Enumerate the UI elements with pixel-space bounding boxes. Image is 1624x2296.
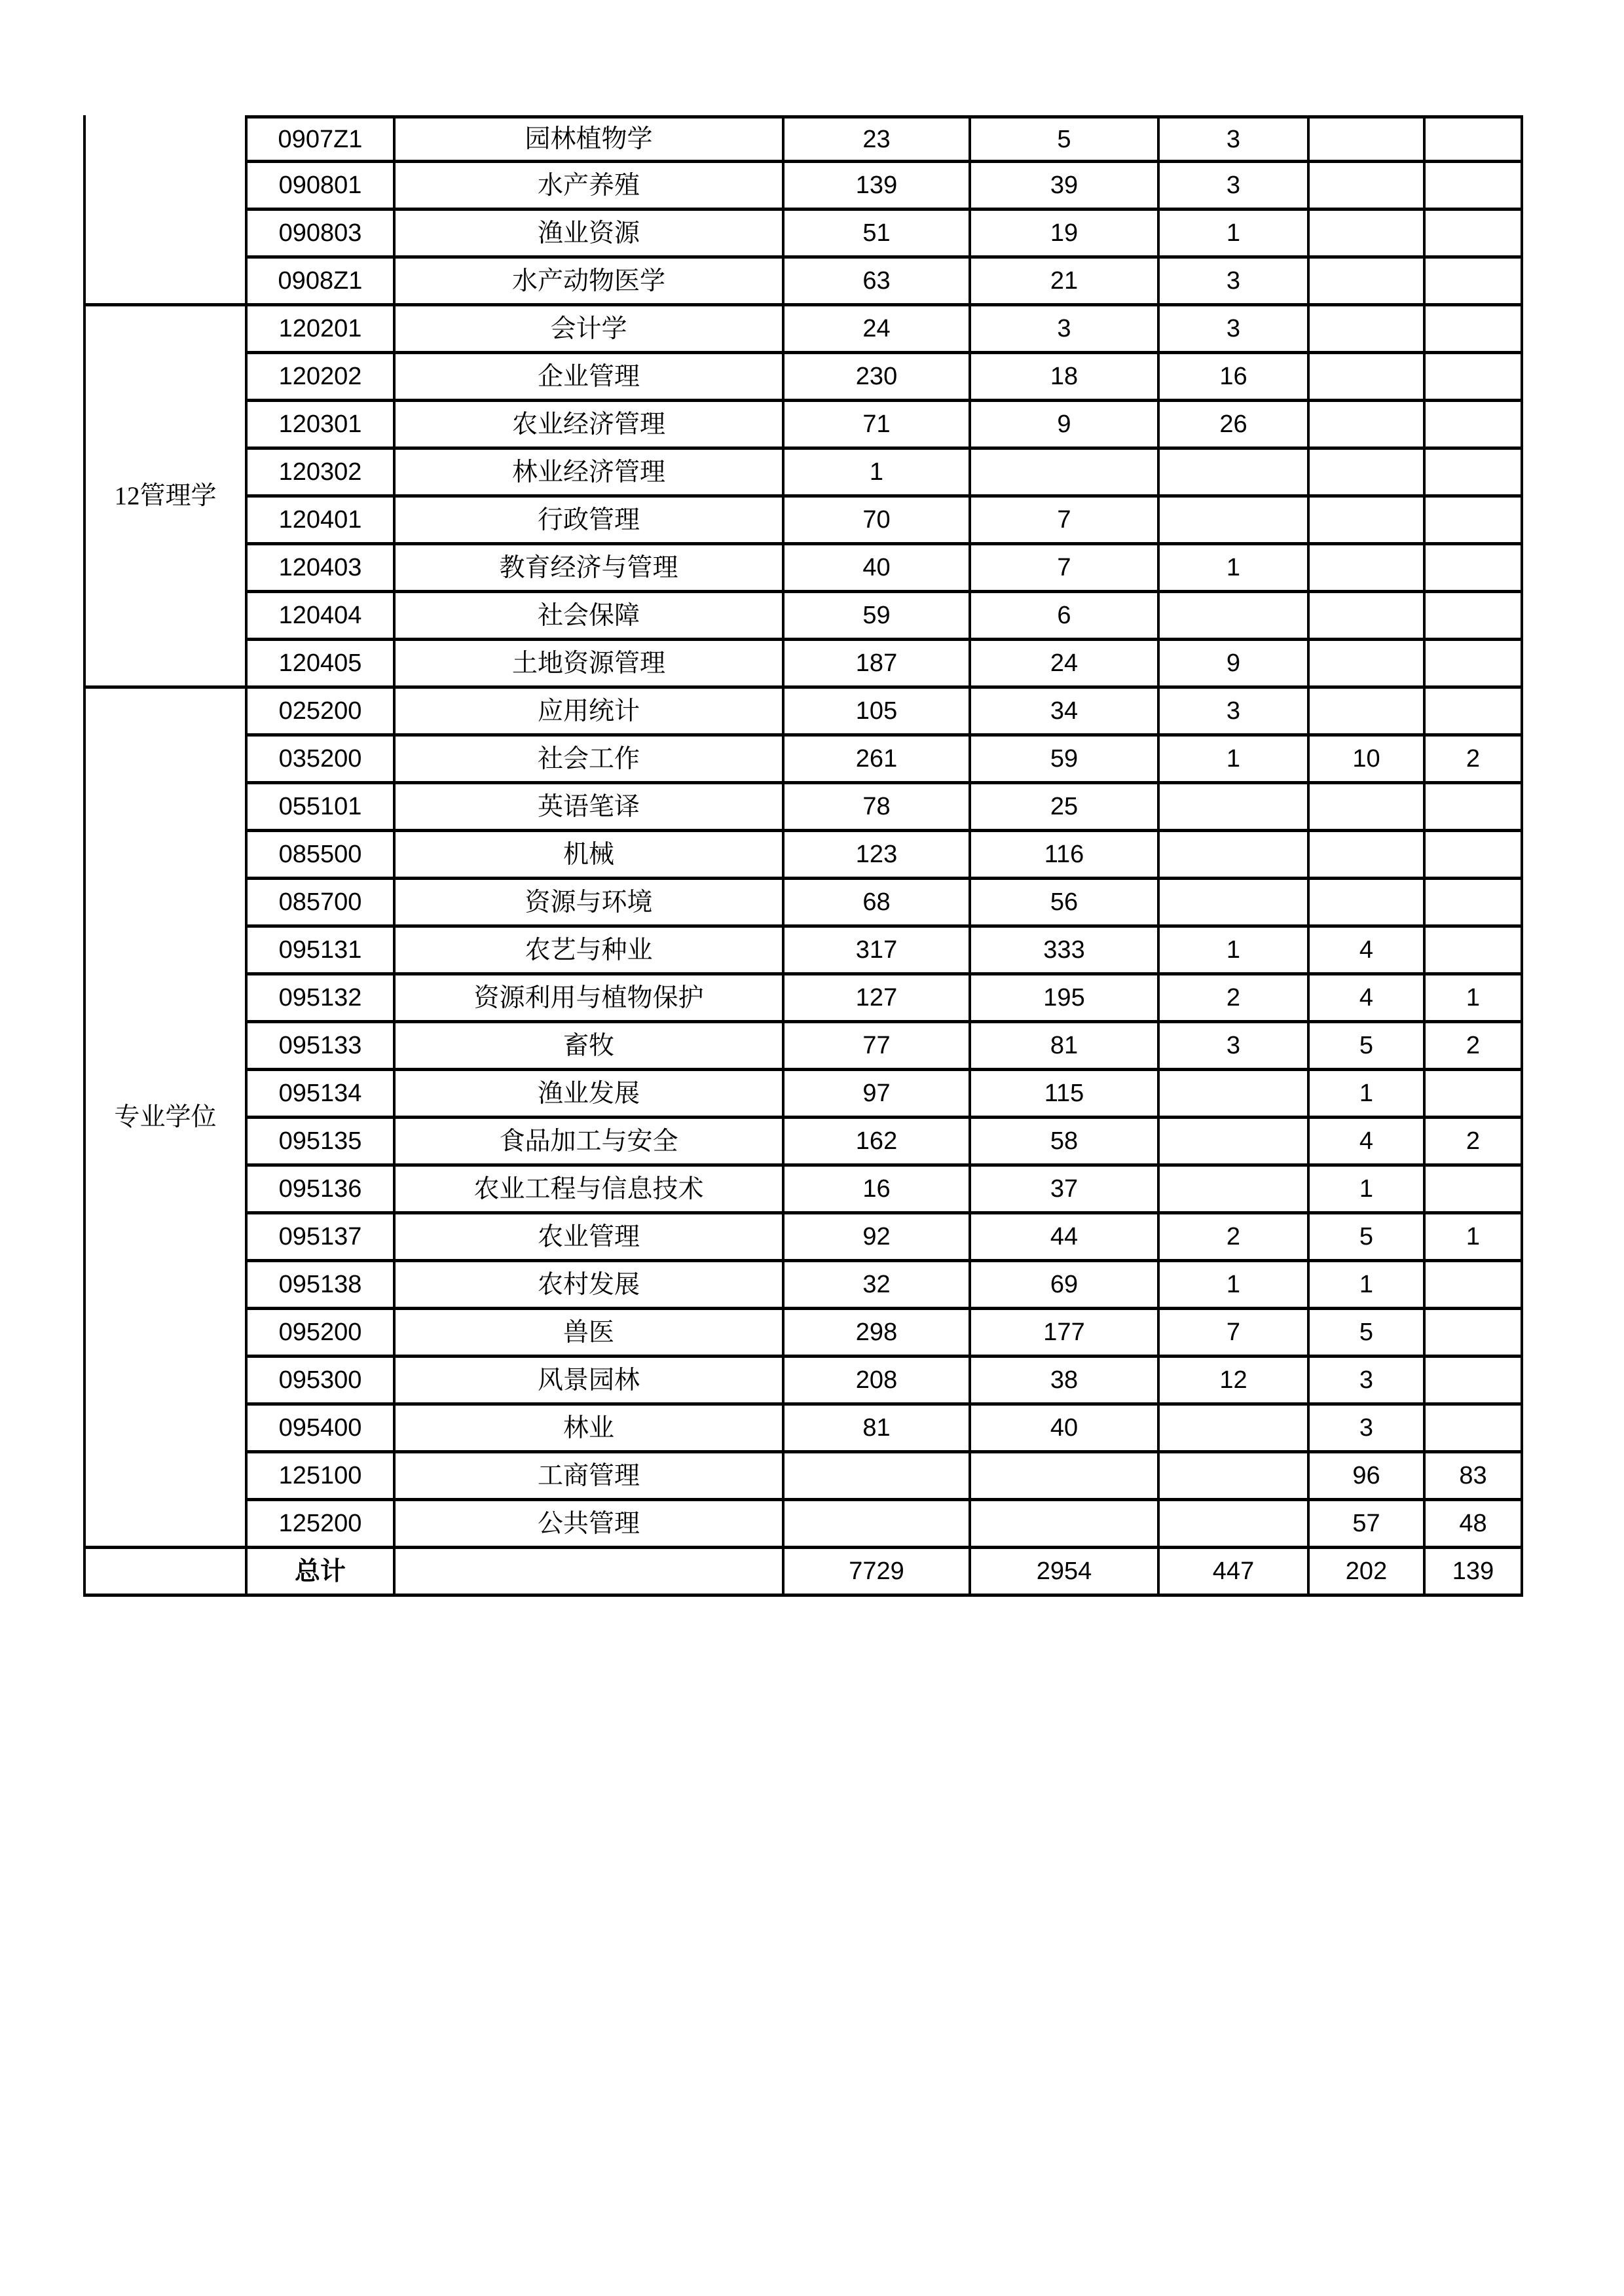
value-cell: 40	[784, 545, 971, 593]
value-cell: 4	[1310, 928, 1426, 975]
name-cell: 农业工程与信息技术	[396, 1167, 784, 1214]
value-cell	[1426, 689, 1523, 737]
value-cell	[1426, 1406, 1523, 1453]
name-cell: 农业经济管理	[396, 402, 784, 450]
value-cell: 70	[784, 498, 971, 545]
value-cell	[1426, 928, 1523, 975]
value-cell: 25	[971, 784, 1160, 832]
value-cell: 3	[1160, 259, 1310, 306]
name-cell: 教育经济与管理	[396, 545, 784, 593]
value-cell: 105	[784, 689, 971, 737]
value-cell: 19	[971, 211, 1160, 259]
name-cell: 渔业资源	[396, 211, 784, 259]
code-cell: 120404	[248, 593, 396, 641]
value-cell: 81	[784, 1406, 971, 1453]
value-cell: 1	[1160, 211, 1310, 259]
code-cell: 025200	[248, 689, 396, 737]
value-cell	[1160, 880, 1310, 928]
total-value-cell: 139	[1426, 1549, 1523, 1597]
code-cell: 120201	[248, 306, 396, 354]
value-cell	[1310, 545, 1426, 593]
code-cell: 085500	[248, 832, 396, 880]
value-cell: 1	[784, 450, 971, 498]
value-cell	[1160, 1167, 1310, 1214]
value-cell	[1426, 880, 1523, 928]
code-cell: 095132	[248, 975, 396, 1023]
value-cell: 3	[1160, 115, 1310, 163]
value-cell	[971, 1453, 1160, 1501]
value-cell: 3	[1160, 689, 1310, 737]
category-cell	[86, 115, 248, 306]
value-cell: 3	[1160, 1023, 1310, 1071]
value-cell: 37	[971, 1167, 1160, 1214]
value-cell	[1426, 545, 1523, 593]
value-cell: 3	[1160, 163, 1310, 211]
value-cell: 261	[784, 737, 971, 784]
value-cell	[1426, 832, 1523, 880]
value-cell: 317	[784, 928, 971, 975]
name-cell: 社会工作	[396, 737, 784, 784]
value-cell: 96	[1310, 1453, 1426, 1501]
name-cell: 工商管理	[396, 1453, 784, 1501]
value-cell: 9	[971, 402, 1160, 450]
value-cell: 24	[971, 641, 1160, 689]
value-cell: 298	[784, 1310, 971, 1358]
value-cell	[1426, 1262, 1523, 1310]
value-cell	[784, 1501, 971, 1549]
value-cell: 97	[784, 1071, 971, 1119]
value-cell: 6	[971, 593, 1160, 641]
value-cell: 1	[1426, 1214, 1523, 1262]
value-cell	[1310, 450, 1426, 498]
value-cell: 51	[784, 211, 971, 259]
name-cell: 企业管理	[396, 354, 784, 402]
value-cell	[1310, 306, 1426, 354]
value-cell: 195	[971, 975, 1160, 1023]
name-cell: 公共管理	[396, 1501, 784, 1549]
value-cell: 1	[1160, 928, 1310, 975]
code-cell: 085700	[248, 880, 396, 928]
name-cell	[396, 1549, 784, 1597]
value-cell	[1310, 593, 1426, 641]
value-cell	[1310, 689, 1426, 737]
value-cell: 26	[1160, 402, 1310, 450]
value-cell: 162	[784, 1119, 971, 1167]
value-cell	[1310, 498, 1426, 545]
value-cell: 1	[1160, 737, 1310, 784]
value-cell: 58	[971, 1119, 1160, 1167]
value-cell	[1426, 1310, 1523, 1358]
code-cell: 125100	[248, 1453, 396, 1501]
code-cell: 095135	[248, 1119, 396, 1167]
category-cell: 专业学位	[86, 689, 248, 1549]
code-cell: 095200	[248, 1310, 396, 1358]
name-cell: 兽医	[396, 1310, 784, 1358]
value-cell: 23	[784, 115, 971, 163]
name-cell: 农艺与种业	[396, 928, 784, 975]
value-cell: 44	[971, 1214, 1160, 1262]
value-cell: 5	[971, 115, 1160, 163]
value-cell	[1426, 593, 1523, 641]
value-cell: 32	[784, 1262, 971, 1310]
code-cell: 0908Z1	[248, 259, 396, 306]
code-cell: 090803	[248, 211, 396, 259]
value-cell: 1	[1310, 1071, 1426, 1119]
value-cell: 2	[1426, 737, 1523, 784]
name-cell: 土地资源管理	[396, 641, 784, 689]
name-cell: 渔业发展	[396, 1071, 784, 1119]
value-cell	[1426, 1071, 1523, 1119]
code-cell: 095134	[248, 1071, 396, 1119]
value-cell	[1310, 211, 1426, 259]
value-cell	[1426, 306, 1523, 354]
value-cell	[1426, 784, 1523, 832]
name-cell: 农业管理	[396, 1214, 784, 1262]
total-label-cell: 总计	[248, 1549, 396, 1597]
category-cell	[86, 1549, 248, 1597]
value-cell: 18	[971, 354, 1160, 402]
value-cell: 5	[1310, 1023, 1426, 1071]
value-cell	[1160, 1501, 1310, 1549]
value-cell: 59	[784, 593, 971, 641]
value-cell: 115	[971, 1071, 1160, 1119]
value-cell: 230	[784, 354, 971, 402]
value-cell: 7	[1160, 1310, 1310, 1358]
value-cell: 139	[784, 163, 971, 211]
name-cell: 水产动物医学	[396, 259, 784, 306]
value-cell	[1426, 450, 1523, 498]
value-cell: 2	[1426, 1119, 1523, 1167]
value-cell: 1	[1160, 545, 1310, 593]
name-cell: 畜牧	[396, 1023, 784, 1071]
value-cell: 5	[1310, 1214, 1426, 1262]
value-cell	[1310, 880, 1426, 928]
value-cell	[1426, 402, 1523, 450]
value-cell	[1426, 211, 1523, 259]
value-cell: 34	[971, 689, 1160, 737]
name-cell: 应用统计	[396, 689, 784, 737]
value-cell: 12	[1160, 1358, 1310, 1406]
code-cell: 035200	[248, 737, 396, 784]
value-cell: 2	[1160, 975, 1310, 1023]
value-cell	[1160, 1071, 1310, 1119]
value-cell	[1310, 641, 1426, 689]
value-cell	[1426, 641, 1523, 689]
value-cell	[1426, 259, 1523, 306]
total-value-cell: 447	[1160, 1549, 1310, 1597]
value-cell	[784, 1453, 971, 1501]
code-cell: 120302	[248, 450, 396, 498]
name-cell: 水产养殖	[396, 163, 784, 211]
value-cell	[1160, 1453, 1310, 1501]
value-cell: 9	[1160, 641, 1310, 689]
value-cell: 63	[784, 259, 971, 306]
value-cell: 16	[1160, 354, 1310, 402]
value-cell	[1310, 832, 1426, 880]
code-cell: 095136	[248, 1167, 396, 1214]
value-cell: 57	[1310, 1501, 1426, 1549]
value-cell: 59	[971, 737, 1160, 784]
value-cell: 40	[971, 1406, 1160, 1453]
value-cell: 3	[1310, 1406, 1426, 1453]
value-cell	[1160, 498, 1310, 545]
code-cell: 120301	[248, 402, 396, 450]
value-cell	[1426, 354, 1523, 402]
value-cell	[971, 1501, 1160, 1549]
value-cell: 16	[784, 1167, 971, 1214]
value-cell	[1310, 163, 1426, 211]
code-cell: 120403	[248, 545, 396, 593]
value-cell: 3	[971, 306, 1160, 354]
value-cell: 10	[1310, 737, 1426, 784]
total-value-cell: 202	[1310, 1549, 1426, 1597]
code-cell: 055101	[248, 784, 396, 832]
value-cell: 21	[971, 259, 1160, 306]
name-cell: 社会保障	[396, 593, 784, 641]
code-cell: 120405	[248, 641, 396, 689]
code-cell: 095138	[248, 1262, 396, 1310]
value-cell	[1310, 354, 1426, 402]
value-cell: 1	[1426, 975, 1523, 1023]
name-cell: 资源利用与植物保护	[396, 975, 784, 1023]
name-cell: 食品加工与安全	[396, 1119, 784, 1167]
value-cell: 24	[784, 306, 971, 354]
name-cell: 林业经济管理	[396, 450, 784, 498]
value-cell: 78	[784, 784, 971, 832]
code-cell: 120202	[248, 354, 396, 402]
value-cell	[1426, 163, 1523, 211]
total-value-cell: 7729	[784, 1549, 971, 1597]
value-cell: 2	[1426, 1023, 1523, 1071]
value-cell	[1310, 402, 1426, 450]
code-cell: 0907Z1	[248, 115, 396, 163]
value-cell	[1426, 498, 1523, 545]
total-value-cell: 2954	[971, 1549, 1160, 1597]
value-cell: 4	[1310, 975, 1426, 1023]
code-cell: 095131	[248, 928, 396, 975]
value-cell: 5	[1310, 1310, 1426, 1358]
value-cell: 1	[1310, 1262, 1426, 1310]
value-cell: 69	[971, 1262, 1160, 1310]
value-cell: 56	[971, 880, 1160, 928]
name-cell: 资源与环境	[396, 880, 784, 928]
value-cell	[1310, 115, 1426, 163]
value-cell	[1160, 1406, 1310, 1453]
value-cell: 333	[971, 928, 1160, 975]
name-cell: 林业	[396, 1406, 784, 1453]
value-cell: 77	[784, 1023, 971, 1071]
value-cell	[1160, 832, 1310, 880]
value-cell	[1160, 1119, 1310, 1167]
code-cell: 120401	[248, 498, 396, 545]
value-cell: 92	[784, 1214, 971, 1262]
value-cell	[1426, 1167, 1523, 1214]
value-cell: 208	[784, 1358, 971, 1406]
value-cell	[1426, 1358, 1523, 1406]
code-cell: 095133	[248, 1023, 396, 1071]
value-cell: 3	[1160, 306, 1310, 354]
value-cell: 71	[784, 402, 971, 450]
value-cell: 4	[1310, 1119, 1426, 1167]
value-cell: 177	[971, 1310, 1160, 1358]
code-cell: 095400	[248, 1406, 396, 1453]
value-cell	[1160, 450, 1310, 498]
code-cell: 095300	[248, 1358, 396, 1406]
value-cell: 116	[971, 832, 1160, 880]
value-cell: 81	[971, 1023, 1160, 1071]
enrollment-statistics-table	[83, 115, 1523, 1597]
value-cell: 127	[784, 975, 971, 1023]
name-cell: 英语笔译	[396, 784, 784, 832]
value-cell: 38	[971, 1358, 1160, 1406]
value-cell: 1	[1310, 1167, 1426, 1214]
name-cell: 会计学	[396, 306, 784, 354]
value-cell	[1310, 784, 1426, 832]
value-cell: 2	[1160, 1214, 1310, 1262]
name-cell: 风景园林	[396, 1358, 784, 1406]
value-cell	[971, 450, 1160, 498]
category-cell: 12管理学	[86, 306, 248, 689]
value-cell: 1	[1160, 1262, 1310, 1310]
code-cell: 090801	[248, 163, 396, 211]
value-cell: 39	[971, 163, 1160, 211]
value-cell: 7	[971, 498, 1160, 545]
value-cell: 7	[971, 545, 1160, 593]
value-cell: 3	[1310, 1358, 1426, 1406]
name-cell: 农村发展	[396, 1262, 784, 1310]
value-cell	[1310, 259, 1426, 306]
name-cell: 机械	[396, 832, 784, 880]
value-cell: 68	[784, 880, 971, 928]
name-cell: 行政管理	[396, 498, 784, 545]
value-cell: 48	[1426, 1501, 1523, 1549]
name-cell: 园林植物学	[396, 115, 784, 163]
value-cell	[1160, 593, 1310, 641]
value-cell: 83	[1426, 1453, 1523, 1501]
value-cell: 123	[784, 832, 971, 880]
value-cell	[1426, 115, 1523, 163]
value-cell: 187	[784, 641, 971, 689]
code-cell: 095137	[248, 1214, 396, 1262]
code-cell: 125200	[248, 1501, 396, 1549]
value-cell	[1160, 784, 1310, 832]
